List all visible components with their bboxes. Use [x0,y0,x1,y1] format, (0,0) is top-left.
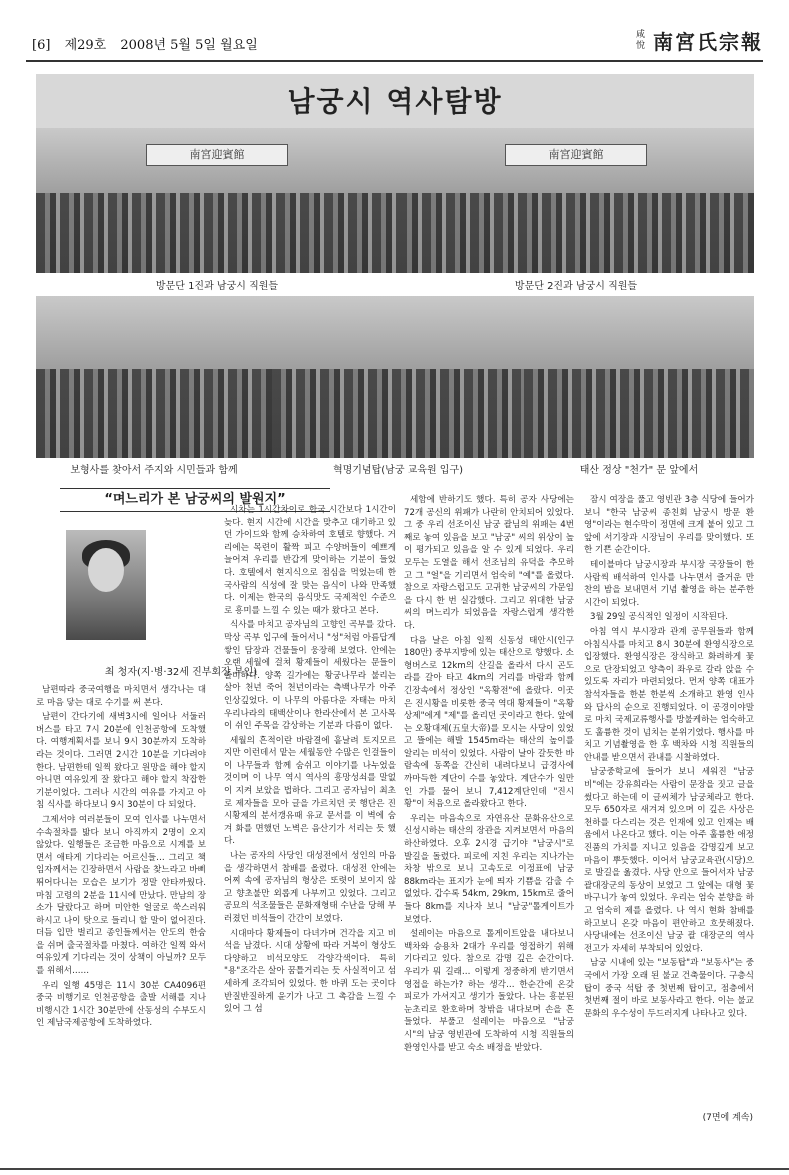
author-portrait [66,530,146,640]
crowd-shape [398,193,754,273]
section-title: 남궁시 역사탐방 [287,85,503,118]
header-info [32,34,268,53]
continued-note: (7면에 계속) [702,1113,753,1123]
seal-char-2: 悅 [635,40,645,51]
paragraph: 시차는 1시간차이로 한국 시간보다 1시간이 늦다. 현지 시간에 시간을 맞추고 대기하고 있던 가이드와 함께 승차하여 호텔로 향했다. 거리에는 목련이 활짝 피고 수양버들이 예쁘게 늘어져 우리를 반갑게 맞이하는 기분이 들었다. 호텔에서 현지식으로 점심을 먹었는데 한국사람의 식성에 잘 맞는 음식이 나와 만족했다. 이제는 한국의 음식맛도 국제적인 수준으로 흥미를 느낄 수 있는 때가 왔다고 본다. [224,505,396,616]
photo-group-1 [36,128,398,273]
article-title: “며느리가 본 남궁씨의 발원지” [60,488,330,512]
paragraph: 식사를 마치고 공자님의 고향인 곡부를 갔다. 막상 곡부 입구에 들어서니 "성"처럼 아름답게 쌓인 담장과 건물들이 웅장해 보였다. 안에는 오랜 세월에 걸쳐 황제들이 세웠다는 문들이 즐비하다. 양쪽 길가에는 황궁나무라 불리는 살아 천년 죽어 천년이라는 측백나무가 아주 인상깊었다. 이 나무의 아름다운 자태는 마치 우리나라의 태백산이나 한라산에서 본 고사목이 쉬인 주목을 감상하는 기분과 다름이 없다. [224,620,396,732]
paragraph: 우리 일행 45명은 11시 30분 CA4096편 중국 비행기로 인천공항을 출발 서해를 지나 비행시간 1시간 30분만에 산동성의 수부도시인 제남국제공항에 도착하였다. [36,980,206,1029]
caption-5: 태산 정상 "천가" 문 앞에서 [579,465,699,476]
paragraph: 세월의 흔적이란 바람결에 흩날려 토지모르지만 이런데서 맡는 세월동안 수많은 인걸들이 이 나무들과 함께 숨쉬고 이야기를 나누었을 것이며 이 나무 역시 역사의 흥망성쇠를 말없이 지켜 보았을 법하다. 그리고 공자님이 최초로 제자들을 모아 글을 가르치던 곳 행단은 진시황제의 분서갱유때 유교 문서를 이 벽에 숨겨 화를 면했던 노벽은 음산기가 서리는 듯 했다. [224,735,396,847]
photo-sign-1: 南宮迎賓館 [146,144,288,166]
bottom-rule [0,1168,789,1170]
photo-group-2 [398,128,754,273]
section-banner [36,74,754,128]
article-column-2 [224,504,396,1104]
masthead-block [636,26,763,55]
crowd-shape [524,369,754,458]
photo-monument [272,296,524,458]
page-number: [6] [32,38,51,53]
header-rule [26,60,763,62]
article-column-1 [36,684,206,1104]
crowd-shape [272,369,524,458]
seal-char-1: 咸 [635,29,645,40]
article-column-4 [584,494,754,1106]
issue-date: 2008년 5월 5일 월요일 [120,38,258,53]
portrait-face [88,548,124,592]
article-column-3 [404,494,574,1106]
masthead-seal [636,30,645,52]
paragraph: 남편이 간다기에 새벽3시에 일어나 서둘러 버스를 타고 7시 20분에 인천공항에 도착했다. 여행계획서를 보니 9시 30분까지 도착하라는 것이다. 그러면 2시간 10분을 기다려야 한다. 남편한테 일찍 왔다고 원망을 해야 할지 아니면 여유있게 잘 왔다고 해야 할지 착잡한 기분이었다. 그러나 시간의 여유를 가지고 아침 식사를 하다보니 9시 30분이 다 되었다. [36,712,206,811]
paragraph: 남편따라 중국여행을 마치면서 생각나는 대로 마음 닿는 대로 수기를 써 본다. [36,685,206,708]
crowd-shape [36,193,398,273]
paragraph: 남궁중학교에 들어가 보니 세워진 "남궁비"에는 강유희라는 사람이 문장을 짓고 글을 썼다고 하는데 이 글씨체가 남궁체라고 한다. 모두 650자로 새겨져 있으며 이 깊은 사상은 천하를 다스리는 것은 인재에 있고 인재는 배움에서 나온다고 했다. 이는 아주 훌륭한 애정 진품의 가치를 지니고 있음을 감명깊게 보고 마음이 뿌듯했다. 이어서 남궁교육관(시당)으로 발길을 옮겼다. 사당 안으로 들어서자 남궁괄대장군의 동상이 보였고 그 앞에는 대형 꽃바구니가 놓여 있었다. 우리는 엄숙 분향을 하고 엄숙히 제를 올렸다. 나 역시 현화 참배를 하고보니 온갖 마음이 편안하고 흐뭇해졌다. 사당내에는 선조이신 남궁 괄 대장군의 역사 전고가 자세히 부착되어 있었다. [584,767,754,954]
paragraph: 나는 공자의 사당인 대성전에서 성인의 마음을 생각하면서 참배를 올렸다. 대성전 안에는 어찌 속에 공자님의 형상은 또렷이 보이지 않고 향초불만 외롭게 나부끼고 있었다. 그리고 공묘의 석조물들은 문화재형태 수난을 당해 부러졌던 비석들이 간간이 보였다. [224,851,396,924]
paragraph: 다음 날은 아침 일찍 신동성 태안시(인구 180만) 중부지방에 있는 태산으로 향했다. 소형버스로 12km의 산길을 올라서 다시 곤도라를 갈아 타고 4km의 거리를 바람과 함께 긴장속에서 정상인 "옥황전"에 올랐다. 이곳은 진시황을 비롯한 중국 역대 황제들이 "옥황상제"에게 "제"를 올리던 곳이라고 한다. 앞에는 오황대제(五皇大帝)를 모시는 사당이 있었고 뜰에는 해발 1545m라는 태산의 높이를 알리는 비석이 있었다. 사람이 날아 갈듯한 바람속에 동쪽을 간신히 내려다보니 급경사에 까마득한 계단이 수를 놓았다. 계단수가 일만인 가를 물어 보니 7,412계단인데 "진시황"이 처음으로 올라왔다고 한다. [404,635,574,810]
author-caption: 최 청자(지·병·32세 진부회장 부인) [104,667,258,678]
caption-4: 혁명기념탑(남궁 교육원 입구) [332,465,464,476]
paragraph: 잠시 여장을 풀고 영빈관 3층 식당에 들어가 보니 "한국 남궁씨 종친회 남궁시 방문 환영"이라는 현수막이 정면에 크게 붙어 있고 그 앞에 서기장과 시장님이 우리를 맞이했다. 또한 기쁜 순간이다. [584,495,754,556]
paragraph: 남궁 시내에 있는 "보동탑"과 "보동사"는 중국에서 가장 오래 된 불교 건축물이다. 구층식탑이 중국 석탑 중 첫번째 탑이고, 점층에서 첫번째 절이 바로 보동사라고 한다. 이는 불교 문화의 우수성이 두드러지게 나타나고 있다. [584,958,754,1019]
caption-3: 보형사를 찾아서 주지와 시민들과 함께 [70,465,238,476]
page-header [0,0,789,60]
paragraph: 설레이는 마음으로 톨게이트앞을 내다보니 백차와 승용차 2대가 우리를 영접하기 위해 기다리고 있다. 참으로 감명 깊은 순간이다. 우리가 뭐 길래… 이렇게 정중하게 반기면서 영접을 하는가? 하는 생각… 한순간에 온갖 피로가 가셔지고 생기가 돌았다. 나는 흥분된 눈초리로 환호하며 창밖을 내다보며 손을 흔들었다. 부풀고 설레이는 마음으로 "남궁시"의 남궁 영빈관에 도착하여 시청 직원들의 환영인사를 받고 숙소 배정을 받았다. [404,929,574,1053]
paragraph: 우리는 마음속으로 자연유산 문화유산으로 신성시하는 태산의 장관을 지켜보면서 마음의 하산하였다. 오후 2시경 급기야 "남궁시"로 발길을 돌렸다. 피로에 지친 우리는 지나가는 차창 밖으로 보니 고속도로 이정표에 남궁 88km라는 표지가 눈에 띄자 기쁨을 감출 수 없었다. 갑수록 54km, 29km, 15km로 줄어들다 8km를 지나자 보니 "남궁"톨게이트가 보였다. [404,813,574,925]
paragraph: 아침 역시 부시장과 관계 공무원들과 함께 아침식사를 마치고 8시 30분에 환영식장으로 입장했다. 환영식장은 장식하고 화려하게 꽃으로 단장되었고 양측이 좌우로 갈라 앉을 수 있도록 자리가 마련되었다. 먼저 양쪽 대표가 참석자들을 한분 한분씩 소개하고 환영 인사와 답사의 순으로 진행되었다. 이 공경이야말로 마치 국제교류행사를 방불케하는 엄숙하고도 훌륭한 것이 넘치는 분위기였다. 행사를 마치고 기념촬영을 한 후 백차와 시청 직원들의 안내를 받으면서 관내를 시찰하였다. [584,626,754,763]
photo-temple [36,296,272,458]
caption-2: 방문단 2진과 남궁시 직원들 [514,281,638,292]
masthead-title: 南宮氏宗報 [653,30,763,54]
photo-sign-2: 南宮迎賓館 [505,144,647,166]
paragraph: 3월 29일 공식적인 일정이 시작된다. [590,612,728,623]
paragraph: 그제서야 여러분들이 모여 인사를 나누면서 수속절차를 밟다 보니 아직까지 2명이 오지 않았다. 일행들은 조금한 마음으로 시계를 보면서 애타게 기다리는 어르신들… 그리고 책임자께서는 긴장하면서 사람을 찾느라고 바삐 뛰어다니는 모습은 보기가 정말 안타까웠다. 마침 고령의 2분을 11시에 만났다. 만남의 장소가 달랐다고 하며 미안한 얼굴로 쑥스러워하시고 나이 탓으로 들리니 할 말이 없어진다. 더듬 입만 벌리고 종인들께서는 안도의 한숨을 쉬며 출국절차를 마쳤다. 여하간 일찍 와서 여유있게 기다리는 것이 상책이 아닐까? 모두를 위해서…… [36,814,206,977]
issue-number: 제29호 [64,38,107,53]
crowd-shape [36,369,272,458]
paragraph: 시대마다 황제들이 다녀가며 건각을 지고 비석을 남겼다. 시대 상황에 따라 거북이 형상도 다양하고 비석모양도 각양각색이다. 특히 "용"조각은 살아 꿈틀거리는 듯 사실적이고 섬세하게 조각되어 있었다. 한 바퀴 도는 곳이다 반질반질하게 윤기가 나고 그 촉감을 느낄 수 있어 그 섬 [224,928,396,1015]
paragraph: 세함에 반하기도 했다. 특히 공자 사당에는 72개 공신의 위패가 나란히 안치되어 있었다. 그 중 우리 선조이신 남궁 괄님의 위패는 4번째로 놓여 있음을 보고 "남궁" 씨의 위상이 높이 평가되고 있음을 알 수 있게 되었다. 우리 모두는 도열을 해서 선조님의 유덕을 추모하고 그 "얼"을 기리면서 엄숙히 "예"를 올렸다. 참으로 자랑스럽고도 고귀한 남궁씨의 가문임을 다시 한 번 실감했다. 그리고 위대한 남궁씨의 며느리가 되었음을 자랑스럽게 생각한다. [404,495,574,631]
caption-1: 방문단 1진과 남궁시 직원들 [155,281,279,292]
photo-mountain-gate [524,296,754,458]
paragraph: 테이블마다 남궁시장과 부시장 국장들이 한 사람씩 배석하여 인사를 나누면서 즐거운 만찬의 밤을 보내면서 기념 촬영을 하는 분주한 시간이 되었다. [584,559,754,608]
